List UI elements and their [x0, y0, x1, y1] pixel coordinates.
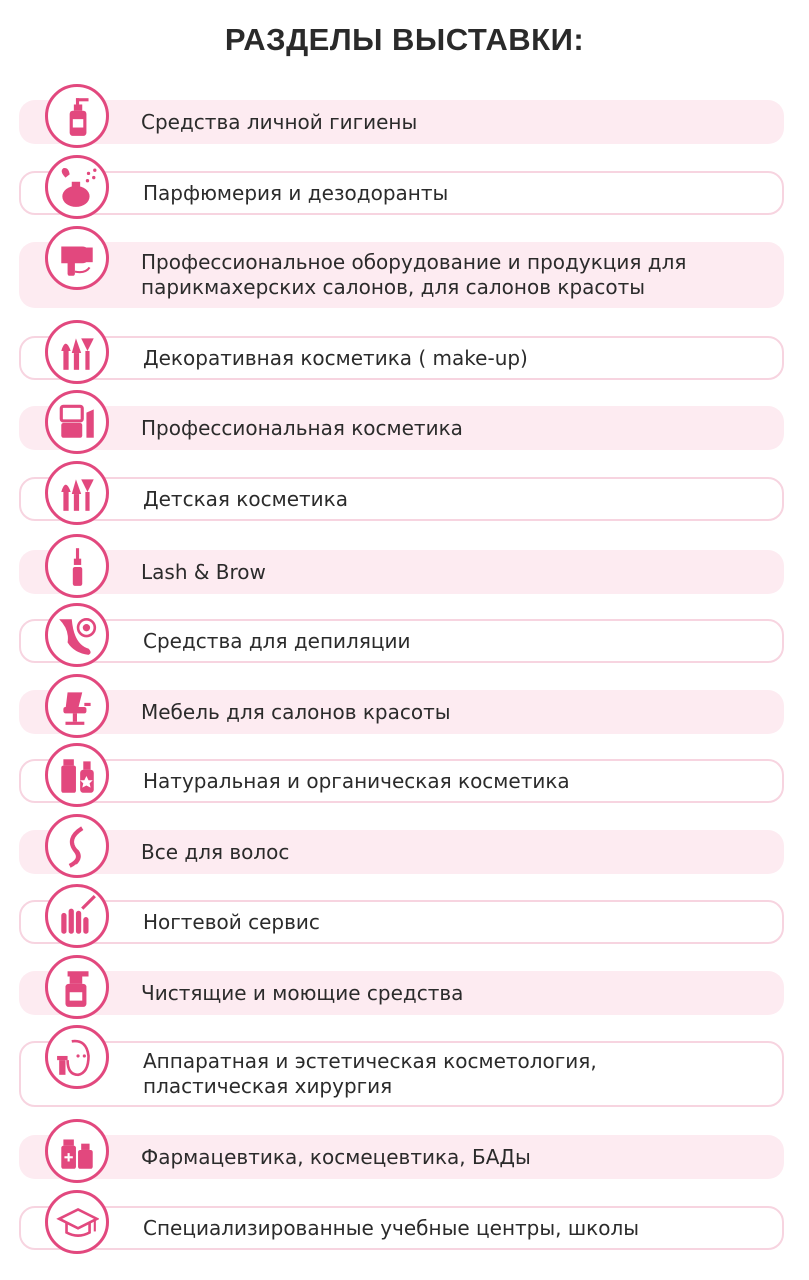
section-item — [19, 550, 784, 594]
section-label — [143, 910, 320, 935]
section-label — [143, 629, 410, 654]
makeup-brushes-icon — [45, 461, 109, 525]
section-label-line: Все для волос — [141, 839, 290, 864]
section-item — [19, 830, 784, 874]
section-item — [19, 336, 784, 380]
section-label-line: Чистящие и моющие средства — [141, 980, 464, 1005]
section-item — [19, 619, 784, 663]
perfume-bottle-icon — [45, 155, 109, 219]
section-label — [143, 1049, 597, 1099]
section-label-line: Детская косметика — [143, 486, 348, 511]
section-item — [19, 171, 784, 215]
hair-dryer-icon — [45, 226, 109, 290]
section-item — [19, 477, 784, 521]
section-item — [19, 1041, 784, 1107]
section-label — [141, 981, 463, 1006]
page-title: РАЗДЕЛЫ ВЫСТАВКИ: — [224, 22, 585, 57]
section-label — [141, 416, 463, 441]
section-label — [141, 560, 266, 585]
section-label-line: Ногтевой сервис — [143, 909, 320, 934]
section-item — [19, 971, 784, 1015]
section-item — [19, 100, 784, 144]
section-label-line: Фармацевтика, космецевтика, БАДы — [141, 1144, 531, 1169]
section-label — [143, 181, 448, 206]
nail-polish-hand-icon — [45, 884, 109, 948]
face-cosmetology-icon — [45, 1025, 109, 1089]
section-label — [141, 110, 417, 135]
section-item — [19, 1206, 784, 1250]
section-label-line: Натуральная и органическая косметика — [143, 768, 570, 793]
section-label — [143, 769, 570, 794]
section-label — [143, 1216, 639, 1241]
section-label-line: Средства для депиляции — [143, 628, 411, 653]
section-item — [19, 1135, 784, 1179]
section-label — [141, 1145, 531, 1170]
soap-dispenser-icon — [45, 84, 109, 148]
section-label — [143, 487, 348, 512]
spray-bottle-icon — [45, 955, 109, 1019]
section-label-line: Средства личной гигиены — [141, 109, 418, 134]
compact-lipstick-icon — [45, 390, 109, 454]
pharmacy-icon — [45, 1119, 109, 1183]
section-item — [19, 242, 784, 308]
section-label-line: Мебель для салонов красоты — [141, 699, 451, 724]
mascara-icon — [45, 534, 109, 598]
makeup-brushes-icon — [45, 320, 109, 384]
organic-bottles-icon — [45, 743, 109, 807]
section-label-line: пластическая хирургия — [143, 1074, 393, 1098]
section-label-line: Lash & Brow — [141, 559, 266, 584]
leg-wax-icon — [45, 603, 109, 667]
salon-chair-icon — [45, 674, 109, 738]
section-label-line: Профессиональная косметика — [141, 415, 463, 440]
section-label-line: парикмахерских салонов, для салонов красоты — [141, 275, 646, 299]
section-label-line: Декоративная косметика ( make-up) — [143, 345, 528, 370]
section-label — [141, 840, 289, 865]
section-item — [19, 690, 784, 734]
section-label-line: Аппаратная и эстетическая косметология, — [143, 1049, 597, 1073]
section-item — [19, 759, 784, 803]
section-label — [141, 250, 686, 300]
section-item — [19, 900, 784, 944]
section-label-line: Парфюмерия и дезодоранты — [143, 180, 449, 205]
section-label — [143, 346, 528, 371]
section-label-line: Профессиональное оборудование и продукция для — [141, 250, 687, 274]
graduation-cap-icon — [45, 1190, 109, 1254]
section-item — [19, 406, 784, 450]
section-label-line: Специализированные учебные центры, школы — [143, 1215, 640, 1240]
section-label — [141, 700, 451, 725]
hair-strand-icon — [45, 814, 109, 878]
